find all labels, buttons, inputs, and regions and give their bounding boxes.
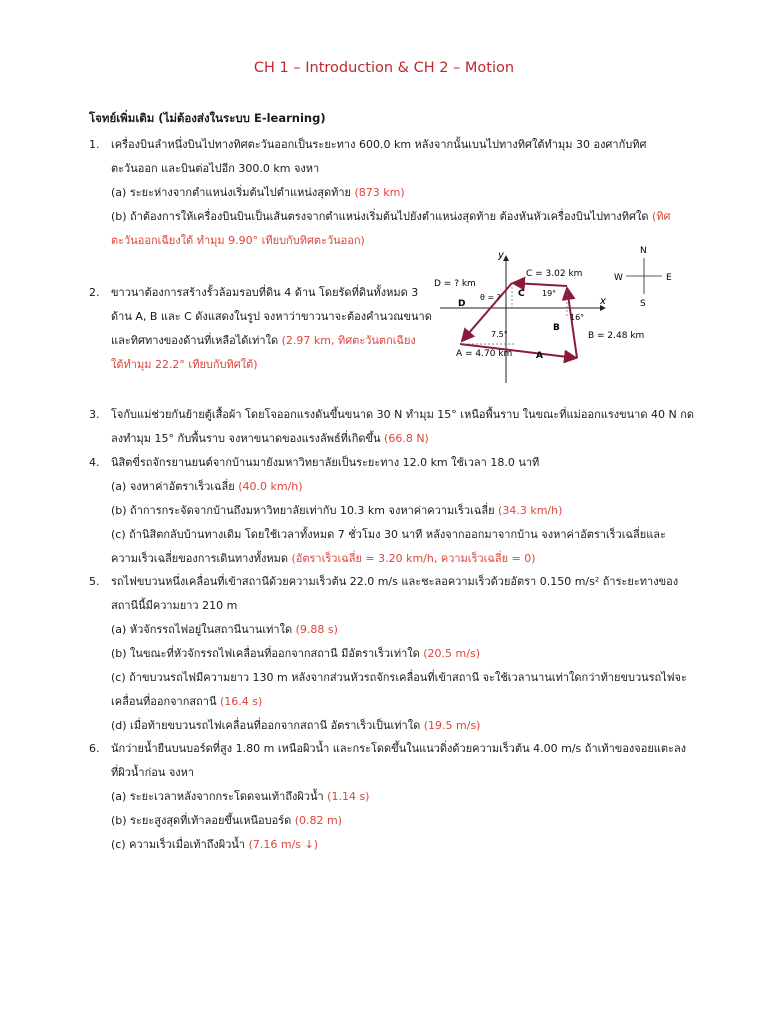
question-number: 2. — [89, 286, 100, 299]
question-number: 6. — [89, 742, 100, 755]
label-side-b: B — [553, 323, 560, 333]
question-number: 3. — [89, 408, 100, 421]
question-part: (b) ในขณะที่หัวจักรรถไฟเคลื่อนที่ออกจากสถานี มีอัตราเร็วเท่าใด (20.5 m/s) — [111, 647, 480, 660]
vector-b — [567, 288, 577, 358]
question-text: สถานีนี้มีความยาว 210 m — [111, 599, 238, 612]
answer: (2.97 km, ทิศตะวันตกเฉียง — [281, 334, 416, 347]
question-text: และทิศทางของด้านที่เหลือได้เท่าใด (2.97 km, ทิศตะวันตกเฉียง — [111, 334, 416, 347]
question-part: (c) ความเร็วเมื่อเท้าถึงผิวน้ำ (7.16 m/s ↓) — [111, 838, 319, 851]
question-part: (a) หัวจักรรถไฟอยู่ในสถานีนานเท่าใด (9.88 s) — [111, 623, 338, 636]
answer: (1.14 s) — [327, 790, 370, 803]
answer: (16.4 s) — [219, 695, 263, 708]
question-text: ด้าน A, B และ C ดังแสดงในรูป จงหาว่าขาวนาจะต้องคำนวณขนาด — [111, 310, 432, 323]
question-part: (b) ถ้าต้องการให้เครื่องบินบินเป็นเส้นตรงจากตำแหน่งเริ่มต้นไปยังตำแหน่งสุดท้าย ต้องหันหัวเครื่องบินไปทางทิศใด (ทิศ — [111, 210, 671, 223]
answer: (อัตราเร็วเฉลี่ย = 3.20 km/h, ความเร็วเฉลี่ย = 0) — [291, 552, 536, 565]
question-part: ความเร็วเฉลี่ยของการเดินทางทั้งหมด (อัตราเร็วเฉลี่ย = 3.20 km/h, ความเร็วเฉลี่ย = 0) — [111, 552, 536, 565]
x-axis-label: x — [600, 296, 606, 307]
question-2 — [89, 281, 432, 377]
answer: (20.5 m/s) — [423, 647, 480, 660]
label-b-magnitude: B = 2.48 km — [588, 331, 645, 341]
question-number: 4. — [89, 456, 100, 469]
question-number: 1. — [89, 138, 100, 151]
answer: (66.8 N) — [384, 432, 429, 445]
compass-w: W — [614, 273, 623, 283]
vector-diagram — [420, 238, 720, 388]
question-text: เครื่องบินลำหนึ่งบินไปทางทิศตะวันออกเป็นระยะทาง 600.0 km หลังจากนั้นเบนไปทางทิศใต้ทำมุม 30 องศากับทิศ — [111, 138, 647, 151]
vector-c — [513, 283, 567, 286]
label-a-magnitude: A = 4.70 km — [456, 349, 513, 359]
question-part: (a) ระยะห่างจากตำแหน่งเริ่มต้นไปตำแหน่งสุดท้าย (873 km) — [111, 186, 405, 199]
question-part: (d) เมื่อท้ายขบวนรถไฟเคลื่อนที่ออกจากสถานี อัตราเร็วเป็นเท่าใด (19.5 m/s) — [111, 719, 481, 732]
question-text: ที่ผิวน้ำก่อน จงหา — [111, 766, 195, 779]
compass-s: S — [640, 299, 646, 309]
answer: (ทิศ — [651, 210, 671, 223]
question-text: นิสิตขี่รถจักรยานยนต์จากบ้านมายังมหาวิทยาลัยเป็นระยะทาง 12.0 km ใช้เวลา 18.0 นาที — [111, 456, 540, 469]
question-text: ตะวันออก และบินต่อไปอีก 300.0 km จงหา — [111, 162, 320, 175]
answer: (34.3 km/h) — [498, 504, 563, 517]
compass-e: E — [666, 273, 672, 283]
question-part: (c) ถ้าขบวนรถไฟมีความยาว 130 m หลังจากส่วนหัวรถจักรเคลื่อนที่เข้าสถานี จะใช้เวลานานเท่าใดกว่าท้ายขบวนรถไฟจะ — [111, 671, 687, 684]
label-side-c: C — [518, 289, 525, 299]
question-part: (b) ระยะสูงสุดที่เท้าลอยขึ้นเหนือบอร์ด (0.82 m) — [111, 814, 343, 827]
question-text: ลงทำมุม 15° กับพื้นราบ จงหาขนาดของแรงลัพธ์ที่เกิดขึ้น (66.8 N) — [111, 432, 429, 445]
question-part: (a) จงหาค่าอัตราเร็วเฉลี่ย (40.0 km/h) — [111, 480, 303, 493]
question-part: เคลื่อนที่ออกจากสถานี (16.4 s) — [111, 695, 263, 708]
answer: (0.82 m) — [294, 814, 343, 827]
question-text: โจกับแม่ช่วยกันย้ายตู้เสื้อผ้า โดยโจออกแรงดันขึ้นขนาด 30 N ทำมุม 15° เหนือพื้นราบ ในขณะที่แม่ออกแรงขนาด 40 N กด — [111, 408, 695, 421]
question-text: รถไฟขบวนหนึ่งเคลื่อนที่เข้าสถานีด้วยความเร็วต้น 22.0 m/s และชะลอความเร็วด้วยอัตรา 0.150 m/s² ถ้าระยะทางของ — [111, 575, 679, 588]
compass-n: N — [640, 246, 647, 256]
label-side-d: D — [458, 299, 466, 309]
question-part: (b) ถ้าการกระจัดจากบ้านถึงมหาวิทยาลัยเท่ากับ 10.3 km จงหาค่าความเร็วเฉลี่ย (34.3 km/h) — [111, 504, 563, 517]
question-text: ขาวนาต้องการสร้างรั้วล้อมรอบที่ดิน 4 ด้าน โดยรัดที่ดินทั้งหมด 3 — [111, 286, 419, 299]
label-theta: θ = ? — [480, 293, 501, 302]
answer: ตะวันออกเฉียงใต้ ทำมุม 9.90° เทียบกับทิศตะวันออก) — [111, 234, 365, 247]
label-side-a: A — [536, 351, 543, 361]
question-3 — [89, 403, 694, 451]
question-5 — [89, 570, 687, 738]
answer: (19.5 m/s) — [423, 719, 481, 732]
question-6 — [89, 737, 686, 857]
label-angle-19: 19° — [542, 289, 557, 298]
question-1 — [89, 133, 671, 253]
label-c-magnitude: C = 3.02 km — [526, 269, 583, 279]
section-heading: โจทย์เพิ่มเติม (ไม่ต้องส่งในระบบ E-learning) — [89, 111, 326, 125]
question-4 — [89, 451, 666, 571]
answer: (7.16 m/s ↓) — [248, 838, 319, 851]
answer: ใต้ทำมุม 22.2° เทียบกับทิศใต้) — [111, 358, 258, 371]
question-text: นักว่ายน้ำยืนบนบอร์ดที่สูง 1.80 m เหนือผิวน้ำ และกระโดดขึ้นในแนวดิ่งด้วยความเร็วต้น 4.00 m/s ถ้าเท้าของจอยแตะลง — [111, 742, 687, 755]
question-number: 5. — [89, 575, 100, 588]
y-axis-label: y — [498, 250, 504, 261]
answer: (873 km) — [354, 186, 405, 199]
label-angle-16: 16° — [570, 313, 585, 322]
page-title: CH 1 – Introduction & CH 2 – Motion — [253, 60, 515, 76]
question-part: (a) ระยะเวลาหลังจากกระโดดจนเท้าถึงผิวน้ำ (1.14 s) — [111, 790, 370, 803]
label-angle-7: 7.5° — [491, 330, 508, 339]
answer: (9.88 s) — [295, 623, 338, 636]
answer: (40.0 km/h) — [238, 480, 303, 493]
label-d-magnitude: D = ? km — [434, 279, 476, 289]
question-part: (c) ถ้านิสิตกลับบ้านทางเดิม โดยใช้เวลาทั้งหมด 7 ชั่วโมง 30 นาที หลังจากออกมาจากบ้าน จงหาค่าอัตราเร็วเฉลี่ยและ — [111, 528, 666, 541]
